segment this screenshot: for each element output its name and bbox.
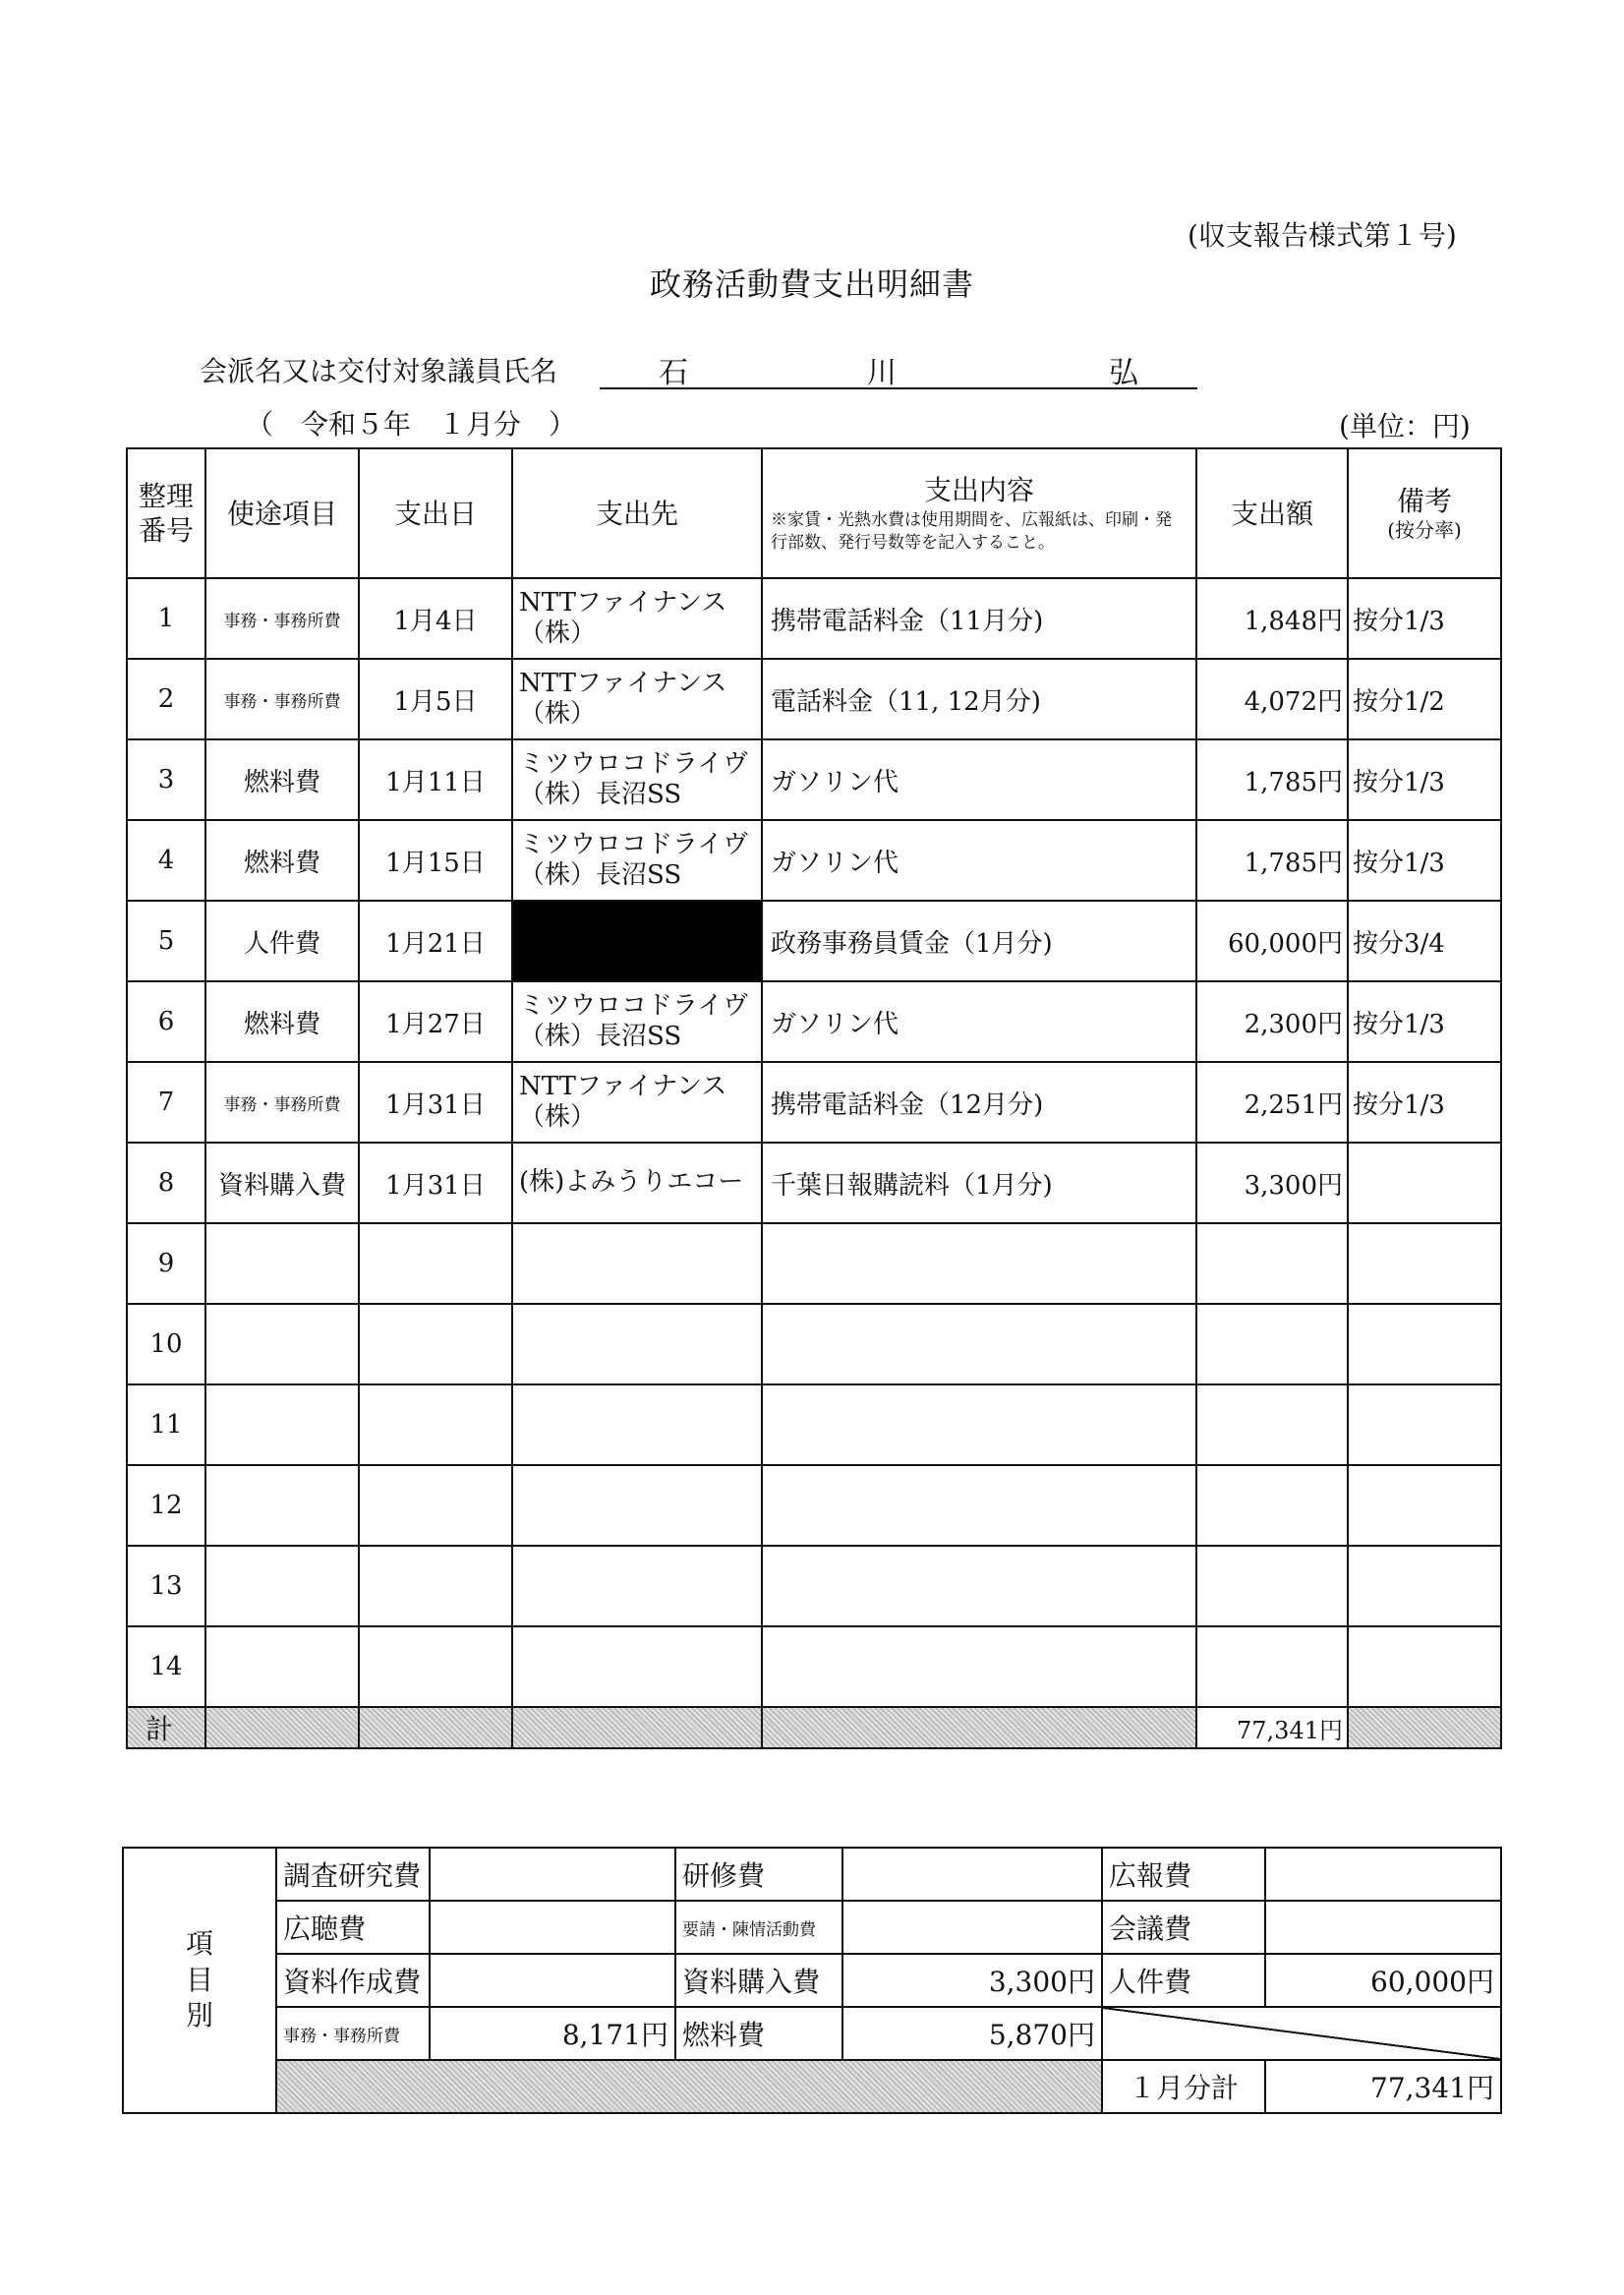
row-use: 事務・事務所費 (205, 578, 359, 659)
table-row (127, 739, 1501, 820)
row-content: ガソリン代 (762, 981, 1196, 1062)
row-number: 6 (127, 981, 205, 1062)
row-date (359, 1223, 512, 1304)
table-row (127, 1465, 1501, 1546)
category-label: 調査研究費 (276, 1848, 430, 1901)
category-label: 資料作成費 (276, 1954, 430, 2007)
table-row (127, 1143, 1501, 1223)
shaded-cell (359, 1707, 512, 1748)
row-date (359, 1465, 512, 1546)
row-number: 8 (127, 1143, 205, 1223)
row-amount (1196, 1546, 1348, 1626)
row-payee: ミツウロコドライヴ（株）長沼SS (512, 739, 762, 820)
row-amount: 3,300円 (1196, 1143, 1348, 1223)
shaded-cell (762, 1707, 1196, 1748)
row-date: 1月4日 (359, 578, 512, 659)
category-value (430, 1901, 675, 1954)
row-date: 1月31日 (359, 1143, 512, 1223)
table-row (127, 901, 1501, 981)
row-note: 按分1/3 (1348, 739, 1501, 820)
row-note (1348, 1223, 1501, 1304)
name-underline (600, 387, 1197, 389)
month-total-value: 77,341円 (1265, 2060, 1501, 2113)
table-row (127, 1304, 1501, 1384)
row-payee (512, 1223, 762, 1304)
row-content: 政務事務員賃金（1月分) (762, 901, 1196, 981)
row-date (359, 1384, 512, 1465)
month-total-label: １月分計 (1102, 2060, 1265, 2113)
row-use (205, 1304, 359, 1384)
row-note (1348, 1465, 1501, 1546)
total-amount: 77,341円 (1196, 1707, 1348, 1748)
table-row (127, 1062, 1501, 1143)
row-use (205, 1626, 359, 1707)
header-note: 備考 (按分率) (1348, 448, 1501, 578)
row-note: 按分1/3 (1348, 1062, 1501, 1143)
row-number: 4 (127, 820, 205, 901)
category-value: 8,171円 (430, 2007, 675, 2060)
table-row (127, 1223, 1501, 1304)
header-date: 支出日 (359, 448, 512, 578)
category-label: 燃料費 (675, 2007, 842, 2060)
table-header-row (127, 448, 1501, 578)
unit-label: (単位：円) (1339, 410, 1471, 442)
row-amount: 1,785円 (1196, 820, 1348, 901)
row-payee: NTTファイナンス（株） (512, 578, 762, 659)
row-note: 按分1/3 (1348, 981, 1501, 1062)
row-date (359, 1546, 512, 1626)
row-number: 10 (127, 1304, 205, 1384)
row-number: 9 (127, 1223, 205, 1304)
member-name-part: 石 (659, 356, 688, 390)
diagonal-cell (1102, 2007, 1501, 2060)
table-row (127, 820, 1501, 901)
header-use: 使途項目 (205, 448, 359, 578)
row-date (359, 1304, 512, 1384)
row-payee (512, 1546, 762, 1626)
row-content: 電話料金（11, 12月分) (762, 659, 1196, 739)
row-note (1348, 1304, 1501, 1384)
header-content-note: ※家賃・光熱水費は使用期間を、広報紙は、印刷・発行部数、発行号数等を記入すること。 (771, 510, 1172, 553)
category-label: 要請・陳情活動費 (675, 1901, 842, 1954)
row-number: 11 (127, 1384, 205, 1465)
row-content (762, 1626, 1196, 1707)
row-use: 燃料費 (205, 981, 359, 1062)
table-row (127, 1384, 1501, 1465)
row-number: 13 (127, 1546, 205, 1626)
shaded-cell (276, 2060, 1102, 2113)
shaded-cell (1348, 1707, 1501, 1748)
row-payee: ミツウロコドライヴ（株）長沼SS (512, 820, 762, 901)
row-use (205, 1384, 359, 1465)
member-name-part: 弘 (1109, 356, 1138, 390)
row-note: 按分3/4 (1348, 901, 1501, 981)
row-number: 7 (127, 1062, 205, 1143)
period: （ 令和５年 １月分 ） (246, 408, 577, 441)
row-payee: NTTファイナンス（株） (512, 659, 762, 739)
redacted-payee (512, 901, 762, 981)
row-note (1348, 1384, 1501, 1465)
row-amount (1196, 1626, 1348, 1707)
row-amount (1196, 1465, 1348, 1546)
table-row (127, 1626, 1501, 1707)
category-label: 事務・事務所費 (276, 2007, 430, 2060)
row-number: 3 (127, 739, 205, 820)
row-content: 携帯電話料金（12月分) (762, 1062, 1196, 1143)
row-content: 千葉日報購読料（1月分) (762, 1143, 1196, 1223)
row-number: 14 (127, 1626, 205, 1707)
row-amount (1196, 1223, 1348, 1304)
row-content (762, 1465, 1196, 1546)
row-use: 人件費 (205, 901, 359, 981)
category-value (1265, 1901, 1501, 1954)
row-note (1348, 1143, 1501, 1223)
row-content (762, 1546, 1196, 1626)
row-note (1348, 1546, 1501, 1626)
row-payee (512, 1626, 762, 1707)
table-row (127, 1546, 1501, 1626)
row-amount: 2,300円 (1196, 981, 1348, 1062)
category-value (842, 1901, 1102, 1954)
row-use (205, 1223, 359, 1304)
category-label: 研修費 (675, 1848, 842, 1901)
shaded-cell (512, 1707, 762, 1748)
member-name-part: 川 (867, 356, 897, 390)
row-date: 1月15日 (359, 820, 512, 901)
row-note: 按分1/3 (1348, 820, 1501, 901)
category-label: 広聴費 (276, 1901, 430, 1954)
row-payee: (株)よみうりエコー (512, 1143, 762, 1223)
row-use (205, 1465, 359, 1546)
row-amount: 2,251円 (1196, 1062, 1348, 1143)
shaded-cell (205, 1707, 359, 1748)
row-date: 1月27日 (359, 981, 512, 1062)
header-note-sub: (按分率) (1387, 518, 1462, 542)
row-date: 1月11日 (359, 739, 512, 820)
category-label: 資料購入費 (675, 1954, 842, 2007)
row-use: 燃料費 (205, 820, 359, 901)
row-payee (512, 1384, 762, 1465)
category-value (1265, 1848, 1501, 1901)
row-date (359, 1626, 512, 1707)
category-value: 60,000円 (1265, 1954, 1501, 2007)
row-number: 5 (127, 901, 205, 981)
category-label: 会議費 (1102, 1901, 1265, 1954)
row-date: 1月5日 (359, 659, 512, 739)
row-use: 事務・事務所費 (205, 659, 359, 739)
category-label: 人件費 (1102, 1954, 1265, 2007)
row-use: 燃料費 (205, 739, 359, 820)
row-note: 按分1/3 (1348, 578, 1501, 659)
table-row (127, 659, 1501, 739)
row-number: 12 (127, 1465, 205, 1546)
name-label: 会派名又は交付対象議員氏名 (200, 355, 558, 387)
row-payee (512, 1304, 762, 1384)
table-row (127, 981, 1501, 1062)
row-note: 按分1/2 (1348, 659, 1501, 739)
row-number: 1 (127, 578, 205, 659)
row-date: 1月21日 (359, 901, 512, 981)
row-number: 2 (127, 659, 205, 739)
row-amount: 4,072円 (1196, 659, 1348, 739)
header-no: 整理番号 (127, 448, 205, 578)
category-value (430, 1848, 675, 1901)
category-label: 広報費 (1102, 1848, 1265, 1901)
form-number: (収支報告様式第１号) (1188, 219, 1457, 252)
category-value: 3,300円 (842, 1954, 1102, 2007)
header-amount: 支出額 (1196, 448, 1348, 578)
row-amount: 1,785円 (1196, 739, 1348, 820)
row-amount (1196, 1304, 1348, 1384)
category-summary-table (122, 1847, 1502, 2114)
page-title: 政務活動費支出明細書 (649, 265, 974, 303)
header-content: 支出内容 ※家賃・光熱水費は使用期間を、広報紙は、印刷・発行部数、発行号数等を記入すること。 (762, 448, 1196, 578)
row-use: 事務・事務所費 (205, 1062, 359, 1143)
row-amount: 1,848円 (1196, 578, 1348, 659)
row-content (762, 1304, 1196, 1384)
row-payee: NTTファイナンス（株） (512, 1062, 762, 1143)
row-content: ガソリン代 (762, 739, 1196, 820)
row-amount (1196, 1384, 1348, 1465)
row-content (762, 1384, 1196, 1465)
total-label: 計 (127, 1707, 205, 1748)
header-payee: 支出先 (512, 448, 762, 578)
row-use (205, 1546, 359, 1626)
row-payee (512, 1465, 762, 1546)
category-side-label: 項 目 別 (123, 1848, 276, 2113)
row-use: 資料購入費 (205, 1143, 359, 1223)
table-row (127, 578, 1501, 659)
row-content: 携帯電話料金（11月分) (762, 578, 1196, 659)
total-row (127, 1707, 1501, 1748)
category-value: 5,870円 (842, 2007, 1102, 2060)
row-payee: ミツウロコドライヴ（株）長沼SS (512, 981, 762, 1062)
row-note (1348, 1626, 1501, 1707)
row-content: ガソリン代 (762, 820, 1196, 901)
category-value (842, 1848, 1102, 1901)
expense-table (126, 447, 1502, 1749)
row-content (762, 1223, 1196, 1304)
row-amount: 60,000円 (1196, 901, 1348, 981)
row-date: 1月31日 (359, 1062, 512, 1143)
category-value (430, 1954, 675, 2007)
